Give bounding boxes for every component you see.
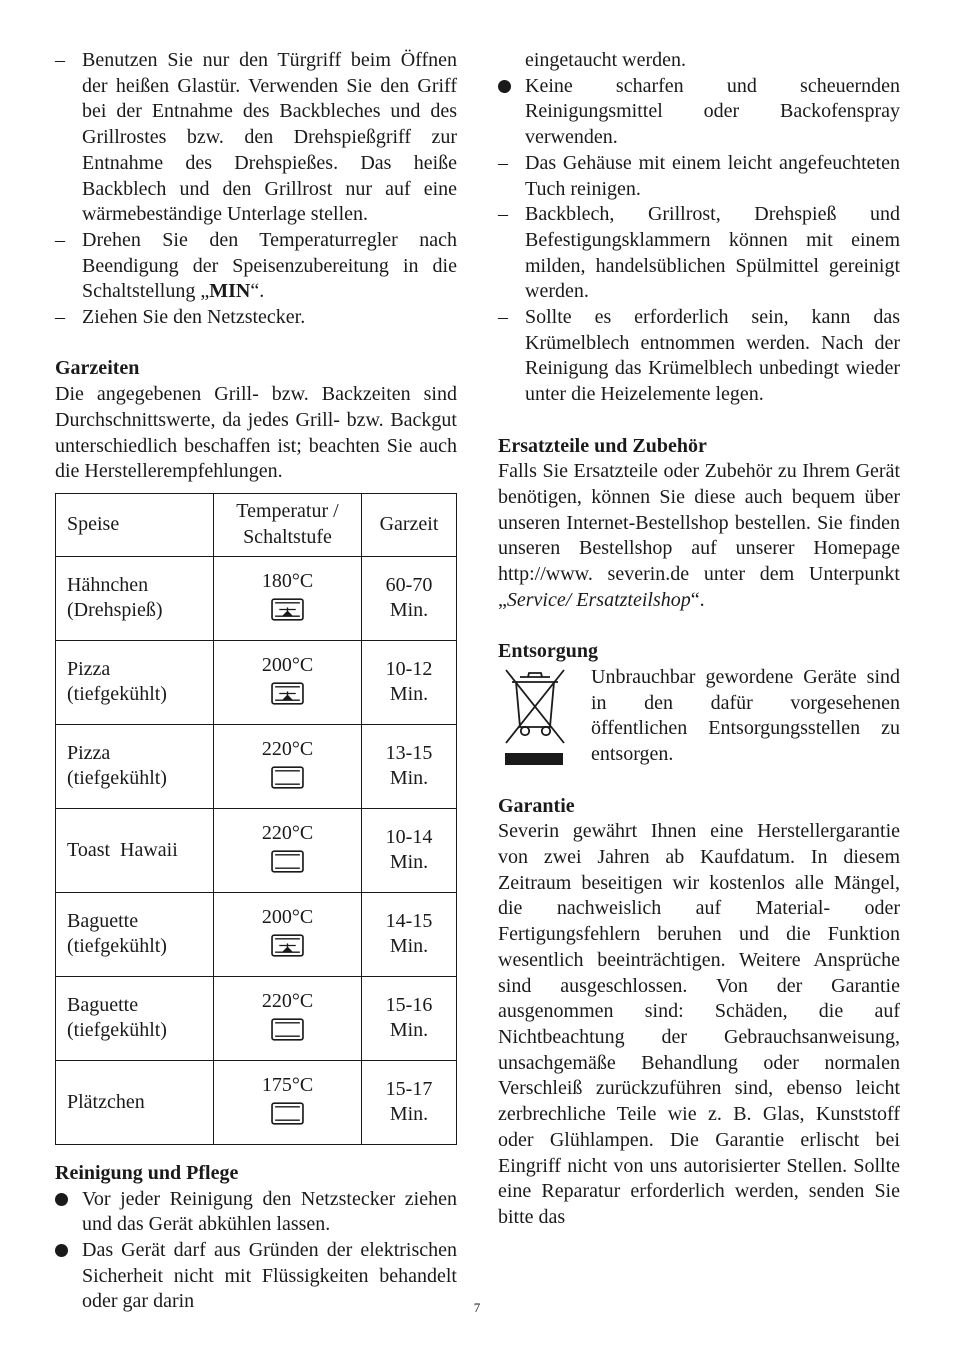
ersatzteile-text: Falls Sie Ersatzteile oder Zubehör zu Ihrem Gerät benötigen, können Sie diese auch bequem über unseren Internet-Bestellshop bestellen. Sie finden unseren Bestellshop auf unserer Homepage http://www. severin.de unter dem Unterpunkt „Service/ Ersatzteilshop“. bbox=[498, 460, 900, 611]
dash-item-crumb-tray bbox=[498, 305, 900, 408]
dash-item-doorhandle bbox=[55, 48, 457, 228]
garzeiten-heading: Garzeiten bbox=[55, 357, 140, 380]
cell-garzeit: 14-15 Min. bbox=[362, 892, 457, 976]
bullet-text: Vor jeder Reinigung den Netzstecker ziehen und das Gerät abkühlen lassen. bbox=[82, 1187, 457, 1236]
dash-item-text: Backblech, Grillrost, Drehspieß und Befestigungsklammern können mit einem milden, handelsüblichen Spülmittel gereinigt werden. bbox=[525, 203, 900, 303]
reinigung-heading: Reinigung und Pflege bbox=[55, 1161, 239, 1184]
disposal-block bbox=[498, 665, 900, 768]
dash-item-text: Benutzen Sie nur den Türgriff beim Öffnen der heißen Glastür. Verwenden Sie den Griff bei der Entnahme des Backbleches und des Grillrostes bzw. den Drehspießgriff zur Entnahme des Drehspießes. Das heiße Backblech und den Grillrost nur auf eine wärmebeständige Unterlage stellen. bbox=[82, 49, 457, 226]
cell-speise: Baguette (tiefgekühlt) bbox=[56, 976, 214, 1060]
dash-item-temperature bbox=[55, 228, 457, 305]
cell-garzeit: 13-15 Min. bbox=[362, 724, 457, 808]
bullet-text: Das Gerät darf aus Gründen der elektrischen Sicherheit nicht mit Flüssigkeiten behandelt oder gar darin bbox=[82, 1239, 457, 1313]
dash-item-text: Sollte es erforderlich sein, kann das Krümelblech entnommen werden. Nach der Reinigung das Krümelblech unbedingt wieder unter die Heizelemente legen. bbox=[525, 306, 900, 406]
shop-link-text: Service/ Ersatzteilshop bbox=[506, 588, 691, 611]
cell-temperatur: 200°C bbox=[214, 640, 362, 724]
cell-temperatur: 180°C bbox=[214, 556, 362, 640]
cell-speise: Baguette (tiefgekühlt) bbox=[56, 892, 214, 976]
cell-temperatur: 175°C bbox=[214, 1060, 362, 1144]
dash-item-accessories bbox=[498, 202, 900, 305]
dash-item-text: Drehen Sie den Temperaturregler nach Beendigung der Speisenzubereitung in die Schaltstellung „ bbox=[82, 228, 457, 303]
cell-speise: Pizza (tiefgekühlt) bbox=[56, 640, 214, 724]
crossed-out-wheelie-bin-icon bbox=[498, 665, 570, 767]
table-row bbox=[56, 1060, 457, 1144]
cell-garzeit: 15-17 Min. bbox=[362, 1060, 457, 1144]
table-header-row bbox=[56, 493, 457, 556]
table-row bbox=[56, 976, 457, 1060]
bullet-item-no-abrasives bbox=[498, 74, 900, 151]
cell-temperatur: 220°C bbox=[214, 724, 362, 808]
rotisserie-mode-icon bbox=[271, 934, 304, 957]
dash-marker: – bbox=[55, 228, 65, 251]
rotisserie-mode-icon bbox=[271, 598, 304, 621]
cell-speise: Plätzchen bbox=[56, 1060, 214, 1144]
cell-garzeit: 15-16 Min. bbox=[362, 976, 457, 1060]
right-column bbox=[498, 48, 900, 1231]
garantie-text: Severin gewährt Ihnen eine Herstellergarantie von zwei Jahren ab Kaufdatum. In diesem Zeitraum beseitigen wir kostenlos alle Mängel, die nachweislich auf Material- oder Fertigungsfehlern beruhen und die Funktion wesentlich beeinträchtigen. Weitere Ansprüche sind ausgeschlossen. Von der Garantie ausgenommen sind: Schäden, die auf Nichtbeachtung der Gebrauchsanweisung, unsachgemäße Behandlung oder normalen Verschleiß zurückzuführen sind, ebenso leicht zerbrechliche Teile wie z. B. Glas, Kunststoff oder Glühlampen. Die Garantie erlischt bei Eingriff nicht von uns autorisierter Stellen. Sollte eine Reparatur erforderlich werden, senden Sie bitte das bbox=[498, 820, 900, 1228]
table-row bbox=[56, 640, 457, 724]
garzeiten-text: Die angegebenen Grill- bzw. Backzeiten sind Durchschnittswerte, da jedes Grill- bzw. Backgut unterschiedlich beschaffen ist; beachten Sie auch die Herstellerempfehlungen. bbox=[55, 383, 457, 483]
cell-temperatur: 220°C bbox=[214, 808, 362, 892]
header-speise: Speise bbox=[56, 493, 214, 556]
bullet-marker bbox=[55, 1187, 75, 1214]
cell-speise: Hähnchen (Drehspieß) bbox=[56, 556, 214, 640]
bullet-marker bbox=[55, 1238, 75, 1265]
dash-item-text: Das Gehäuse mit einem leicht angefeuchteten Tuch reinigen. bbox=[525, 151, 900, 200]
top-bottom-heat-icon bbox=[271, 766, 304, 789]
dash-item-housing bbox=[498, 151, 900, 202]
bullet-item-unplug bbox=[55, 1187, 457, 1238]
top-bottom-heat-icon bbox=[271, 850, 304, 873]
left-column bbox=[55, 48, 457, 1315]
min-label: MIN bbox=[209, 280, 251, 303]
dash-marker: – bbox=[55, 306, 65, 329]
dash-item-text: Ziehen Sie den Netzstecker. bbox=[82, 306, 306, 329]
bullet-marker bbox=[498, 74, 518, 101]
garantie-heading: Garantie bbox=[498, 794, 575, 817]
table-row bbox=[56, 808, 457, 892]
cell-temperatur: 200°C bbox=[214, 892, 362, 976]
table-row bbox=[56, 892, 457, 976]
cell-garzeit: 10-14 Min. bbox=[362, 808, 457, 892]
entsorgung-text: Unbrauchbar gewordene Geräte sind in den dafür vorgesehenen öffentlichen Entsorgungsstellen zu entsorgen. bbox=[591, 665, 900, 765]
dash-marker: – bbox=[55, 49, 65, 71]
ersatzteile-heading: Ersatzteile und Zubehör bbox=[498, 434, 707, 457]
cell-garzeit: 10-12 Min. bbox=[362, 640, 457, 724]
cell-speise: Pizza (tiefgekühlt) bbox=[56, 724, 214, 808]
continued-text: eingetaucht werden. bbox=[525, 49, 687, 71]
cell-garzeit: 60-70 Min. bbox=[362, 556, 457, 640]
dash-marker: – bbox=[498, 306, 508, 329]
header-garzeit: Garzeit bbox=[362, 493, 457, 556]
table-row bbox=[56, 724, 457, 808]
cell-temperatur: 220°C bbox=[214, 976, 362, 1060]
bullet-text: Keine scharfen und scheuernden Reinigungsmittel oder Backofenspray verwenden. bbox=[525, 74, 900, 149]
header-temperatur: Temperatur / Schaltstufe bbox=[214, 493, 362, 556]
cooking-times-table bbox=[55, 493, 457, 1145]
rotisserie-mode-icon bbox=[271, 682, 304, 705]
table-row bbox=[56, 556, 457, 640]
cell-speise: Toast Hawaii bbox=[56, 808, 214, 892]
entsorgung-heading: Entsorgung bbox=[498, 640, 599, 663]
page-number: 7 bbox=[473, 1300, 481, 1315]
dash-marker: – bbox=[498, 203, 508, 226]
dash-item-text-end: “. bbox=[250, 280, 265, 303]
top-bottom-heat-icon bbox=[271, 1102, 304, 1125]
dash-item-plug bbox=[55, 305, 457, 331]
top-bottom-heat-icon bbox=[271, 1018, 304, 1041]
dash-marker: – bbox=[498, 151, 508, 174]
